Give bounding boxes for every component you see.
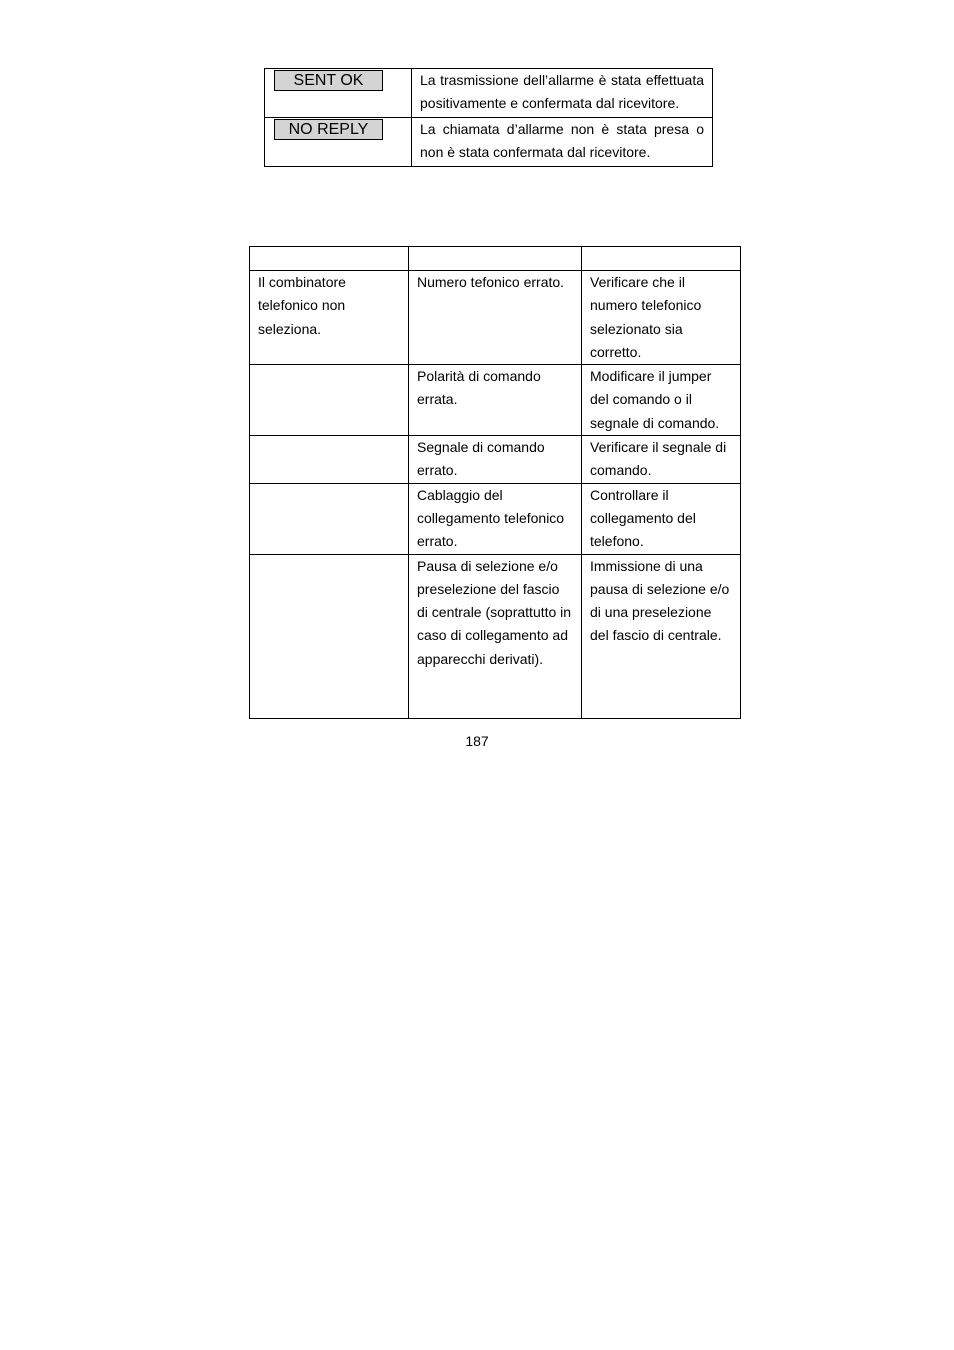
status-description: La chiamata d’allarme non è stata presa o non è stata confermata dal ricevitore. [412, 118, 713, 167]
table-row [250, 271, 741, 365]
table-row [265, 69, 713, 118]
problem-cell [250, 365, 409, 436]
remedy-cell: Modificare il jumper del comando o il segnale di comando. [582, 365, 741, 436]
table-row [265, 118, 713, 167]
status-code-cell [265, 118, 412, 167]
problem-cell [250, 436, 409, 484]
remedy-cell: Verificare il segnale di comando. [582, 436, 741, 484]
status-code-label: SENT OK [274, 70, 383, 91]
header-cell-cause [409, 247, 582, 271]
cause-cell: Numero tefonico errato. [409, 271, 582, 365]
troubleshooting-table [249, 246, 741, 719]
table-row [250, 483, 741, 554]
table-row [250, 436, 741, 484]
status-description: La trasmissione dell’allarme è stata effettuata positivamente e confermata dal ricevitore. [412, 69, 713, 118]
remedy-cell: Verificare che il numero telefonico selezionato sia corretto. [582, 271, 741, 365]
status-code-table [264, 68, 713, 167]
header-cell-problem [250, 247, 409, 271]
status-code-cell [265, 69, 412, 118]
cause-cell: Polarità di comando errata. [409, 365, 582, 436]
table-header-row [250, 247, 741, 271]
header-cell-remedy [582, 247, 741, 271]
table-row [250, 554, 741, 718]
cause-cell: Segnale di comando errato. [409, 436, 582, 484]
problem-cell [250, 483, 409, 554]
problem-cell [250, 554, 409, 718]
status-code-label: NO REPLY [274, 119, 383, 140]
problem-cell: Il combinatore telefonico non seleziona. [250, 271, 409, 365]
table-row [250, 365, 741, 436]
cause-cell: Pausa di selezione e/o preselezione del fascio di centrale (soprattutto in caso di collegamento ad apparecchi derivati). [409, 554, 582, 718]
remedy-cell: Controllare il collegamento del telefono. [582, 483, 741, 554]
cause-cell: Cablaggio del collegamento telefonico errato. [409, 483, 582, 554]
page-number: 187 [465, 733, 489, 749]
remedy-cell: Immissione di una pausa di selezione e/o di una preselezione del fascio di centrale. [582, 554, 741, 718]
